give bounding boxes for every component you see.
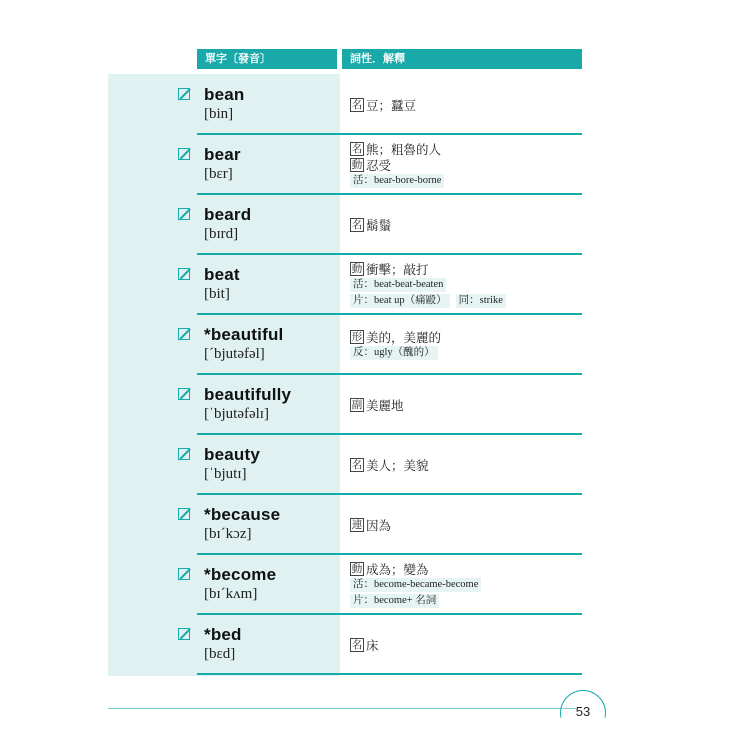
part-of-speech-tag: 副 <box>351 399 363 411</box>
definition-text: 因為 <box>366 518 392 533</box>
definition-text: 美的，美麗的 <box>366 330 442 345</box>
page-number-badge <box>560 690 606 736</box>
part-of-speech-tag: 名 <box>351 459 363 471</box>
part-of-speech-tag: 名 <box>351 639 363 651</box>
checkbox-icon[interactable] <box>178 268 190 280</box>
vocab-pronunciation: [ˈbjutɪ] <box>204 466 247 482</box>
checkbox-icon[interactable] <box>178 448 190 460</box>
vocab-row <box>0 194 750 254</box>
definitions <box>350 457 580 473</box>
vocab-word: *become <box>204 565 277 584</box>
part-of-speech-tag: 動 <box>351 159 363 171</box>
definition-text: 床 <box>366 638 379 653</box>
definition-line <box>350 345 580 361</box>
part-of-speech-tag: 名 <box>351 143 363 155</box>
definition-text: 忍受 <box>366 158 392 173</box>
vocab-row <box>0 374 750 434</box>
usage-note: 同：strike <box>456 294 506 308</box>
definition-line <box>350 397 580 413</box>
vocab-row <box>0 614 750 674</box>
footer-rule <box>108 708 576 709</box>
usage-note: 活：become-became-become <box>350 578 481 592</box>
definitions <box>350 217 580 233</box>
definition-text: 衝擊；敲打 <box>366 262 429 277</box>
definition-line <box>350 593 580 609</box>
definitions <box>350 637 580 653</box>
vocab-pronunciation: [bin] <box>204 106 234 122</box>
vocab-pronunciation: [bit] <box>204 286 230 302</box>
definition-line <box>350 517 580 533</box>
definition-line <box>350 637 580 653</box>
vocab-word: beard <box>204 205 252 224</box>
definitions <box>350 329 580 361</box>
definitions <box>350 561 580 609</box>
part-of-speech-tag: 動 <box>351 563 363 575</box>
definition-line <box>350 293 580 309</box>
vocab-word: bean <box>204 85 245 104</box>
definition-line <box>350 457 580 473</box>
vocab-pronunciation: [bɪˊkʌm] <box>204 586 258 602</box>
vocab-row <box>0 74 750 134</box>
definitions <box>350 141 580 189</box>
vocab-word: *bed <box>204 625 242 644</box>
vocab-word: beat <box>204 265 240 284</box>
vocab-pronunciation: [bɛr] <box>204 166 233 182</box>
definition-line <box>350 329 580 345</box>
usage-note: 反：ugly（醜的） <box>350 346 438 360</box>
vocab-pronunciation: [ˊbjutəfəl] <box>204 346 265 362</box>
definition-line <box>350 173 580 189</box>
vocab-word: *because <box>204 505 281 524</box>
checkbox-icon[interactable] <box>178 388 190 400</box>
vocab-row <box>0 434 750 494</box>
checkbox-icon[interactable] <box>178 568 190 580</box>
header-part-of-speech: 詞性．解釋 <box>342 49 582 69</box>
checkbox-icon[interactable] <box>178 88 190 100</box>
definition-line <box>350 277 580 293</box>
definition-line <box>350 217 580 233</box>
definitions <box>350 517 580 533</box>
part-of-speech-tag: 名 <box>351 99 363 111</box>
vocab-word: bear <box>204 145 241 164</box>
definitions <box>350 97 580 113</box>
definitions <box>350 397 580 413</box>
definition-text: 成為；變為 <box>366 562 429 577</box>
part-of-speech-tag: 形 <box>351 331 363 343</box>
definition-line <box>350 157 580 173</box>
checkbox-icon[interactable] <box>178 208 190 220</box>
vocab-row <box>0 134 750 194</box>
definition-line <box>350 577 580 593</box>
usage-note: 活：beat-beat-beaten <box>350 278 446 292</box>
usage-note: 活：bear-bore-borne <box>350 174 444 188</box>
vocab-word: beautifully <box>204 385 292 404</box>
row-divider <box>197 673 582 675</box>
definition-line <box>350 97 580 113</box>
vocab-pronunciation: [bɪˊkɔz] <box>204 526 252 542</box>
checkbox-icon[interactable] <box>178 628 190 640</box>
usage-note: 片：become+ 名詞 <box>350 594 439 608</box>
page-number: 53 <box>575 704 591 719</box>
definition-text: 鬍鬚 <box>366 218 392 233</box>
part-of-speech-tag: 名 <box>351 219 363 231</box>
definition-text: 美人；美貌 <box>366 458 429 473</box>
usage-note: 片：beat up（痛毆） <box>350 294 450 308</box>
part-of-speech-tag: 動 <box>351 263 363 275</box>
checkbox-icon[interactable] <box>178 328 190 340</box>
definition-line <box>350 561 580 577</box>
definition-text: 美麗地 <box>366 398 404 413</box>
definition-line <box>350 261 580 277</box>
vocab-row <box>0 254 750 314</box>
vocab-row <box>0 494 750 554</box>
definition-line <box>350 141 580 157</box>
definition-text: 豆；蠶豆 <box>366 98 417 113</box>
vocab-row <box>0 554 750 614</box>
checkbox-icon[interactable] <box>178 508 190 520</box>
vocab-word: *beautiful <box>204 325 284 344</box>
header-word-pronunciation: 單字〔發音〕 <box>197 49 337 69</box>
vocab-pronunciation: [bɛd] <box>204 646 236 662</box>
definition-text: 熊；粗魯的人 <box>366 142 442 157</box>
vocab-word: beauty <box>204 445 260 464</box>
checkbox-icon[interactable] <box>178 148 190 160</box>
vocab-pronunciation: [ˈbjutəfəlɪ] <box>204 406 269 422</box>
part-of-speech-tag: 連 <box>351 519 363 531</box>
vocab-pronunciation: [bɪrd] <box>204 226 239 242</box>
vocab-row <box>0 314 750 374</box>
definitions <box>350 261 580 309</box>
